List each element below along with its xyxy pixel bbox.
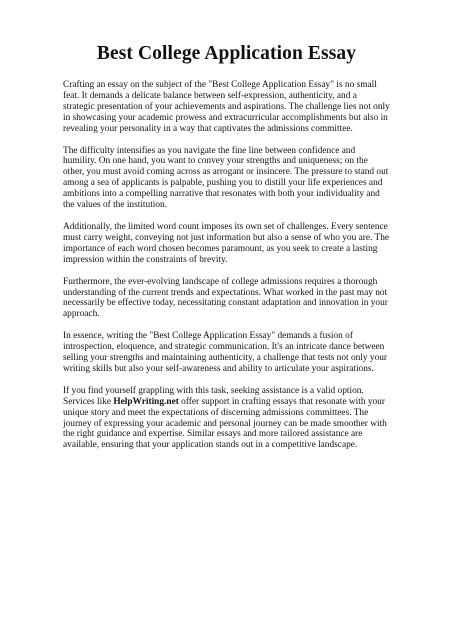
paragraph-essence: In essence, writing the "Best College Application Essay" demands a fusion of introspection, eloquence, and strategic communication. It's an intricate dance between selling your strengths and maintaining authenticity, a challenge that tests not only your writing skills but also your self-awareness and ability to articulate your aspirations. [63, 331, 388, 374]
paragraph-trends: Furthermore, the ever-evolving landscape of college admissions requires a thorough understanding of the current trends and expectations. What worked in the past may not necessarily be effective today, necessitating constant adaptation and innovation in your approach. [63, 276, 388, 320]
assistance-text-after: offer support in crafting essays that resonate with your unique story and meet the expectations of discerning admissions committees. The journey of expressing your academic and personal journey can be made smoother with the right guidance and expertise. Similar essays and more tailored assistance are available, ensuring that your application stands out in a competitive landscape. [63, 396, 387, 451]
brand-name: HelpWriting.net [113, 396, 179, 407]
paragraph-word-count: Additionally, the limited word count imposes its own set of challenges. Every sentence must carry weight, conveying not just information but also a sense of who you are. The importance of each word chosen becomes paramount, as you seek to create a lasting impression within the constraints of brevity. [63, 221, 390, 265]
paragraph-difficulty: The difficulty intensifies as you navigate the fine line between confidence and humility. On one hand, you want to convey your strengths and uniqueness; on the other, you must avoid coming across as arrogant or insincere. The pressure to stand out among a sea of applicants is palpable, pushing you to distill your life experiences and ambitions into a compelling narrative that resonates with both your individuality and the values of the institution. [63, 145, 389, 211]
paragraph-assistance [63, 386, 390, 451]
document-title: Best College Application Essay [96, 43, 357, 64]
assistance-text-before: If you find yourself grappling with this task, seeking assistance is a valid option. Services like [63, 385, 364, 407]
paragraph-intro: Crafting an essay on the subject of the "Best College Application Essay" is no small feat. It demands a delicate balance between self-expression, authenticity, and a strategic presentation of your achievements and aspirations. The challenge lies not only in showcasing your academic prowess and extracurricular accomplishments but also in revealing your personality in a way that captivates the admissions committee. [63, 80, 390, 134]
